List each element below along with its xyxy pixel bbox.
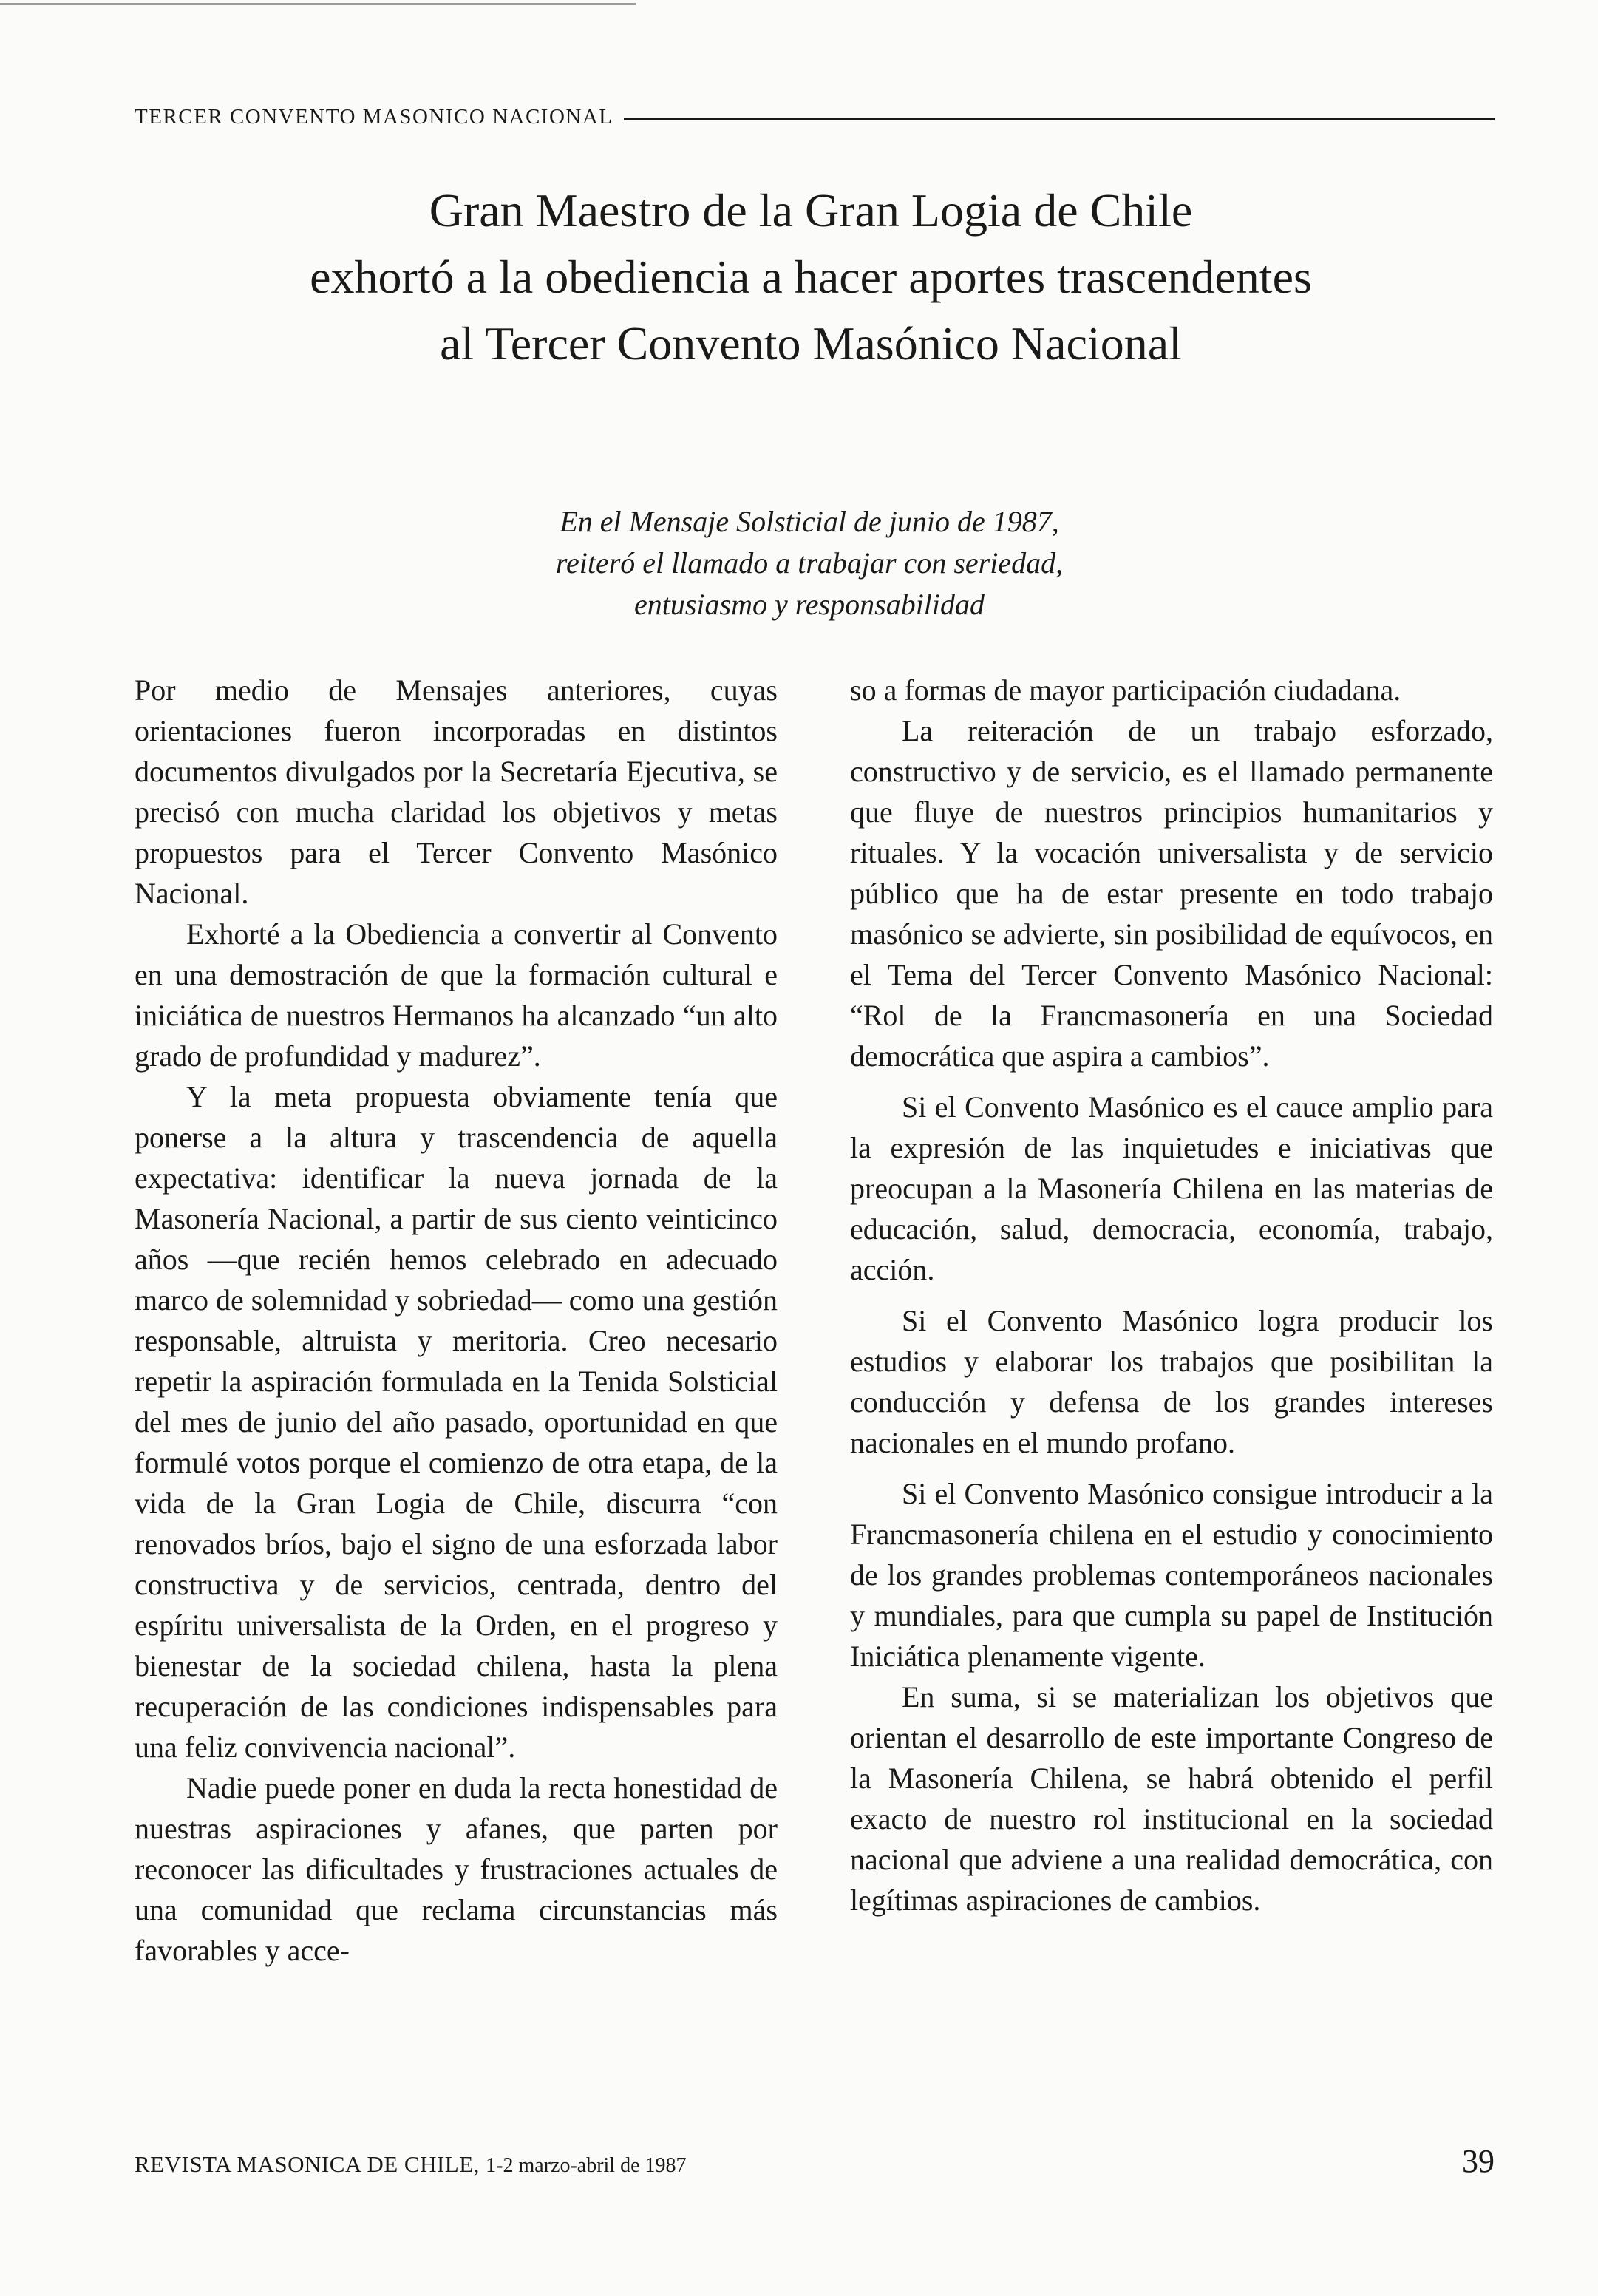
issue-date: 1-2 marzo-abril de 1987 <box>486 2154 687 2177</box>
deck-line: entusiasmo y responsabilidad <box>633 588 985 621</box>
headline-line: Gran Maestro de la Gran Logia de Chile <box>429 184 1193 237</box>
footer-citation <box>135 2151 687 2178</box>
running-header-text: TERCER CONVENTO MASONICO NACIONAL <box>135 105 613 129</box>
article-headline <box>135 177 1487 377</box>
running-header-rule <box>624 118 1495 120</box>
body-paragraph: Y la meta propuesta obviamente tenía que ponerse a la altura y trascendencia de aquella expectativa: identificar la nueva jornada de la Masonería Nacional, a partir de sus ciento veinticinco años —que recién hemos celebrado en adecuado marco de solemnidad y sobriedad— como una gestión responsable, altruista y meritoria. Creo necesario repetir la aspiración formulada en la Tenida Solsticial del mes de junio del año pasado, oportunidad en que formulé votos porque el comienzo de otra etapa, de la vida de la Gran Logia de Chile, discurra “con renovados bríos, bajo el signo de una esforzada labor constructiva y de servicios, centrada, dentro del espíritu universalista de la Orden, en el progreso y bienestar de la sociedad chilena, hasta la plena recuperación de las condiciones indispensables para una feliz convivencia nacional”. <box>135 1080 778 1764</box>
body-column-left <box>135 670 778 1971</box>
body-paragraph: Por medio de Mensajes anteriores, cuyas orientaciones fueron incorporadas en distintos documentos divulgados por la Secretaría Ejecutiva, se precisó con mucha claridad los objetivos y metas propuestos para el Tercer Convento Masónico Nacional. <box>135 673 778 910</box>
page-footer <box>135 2142 1495 2180</box>
body-paragraph: Exhorté a la Obediencia a convertir al Convento en una demostración de que la formación cultural e iniciática de nuestros Hermanos ha alcanzado “un alto grado de profundidad y madurez”. <box>135 917 778 1073</box>
body-paragraph: Si el Convento Masónico consigue introducir a la Francmasonería chilena en el estudio y conocimiento de los grandes problemas contemporáneos nacionales y mundiales, para que cumpla su papel de Institución Iniciática plenamente vigente. <box>850 1477 1493 1673</box>
article-deck <box>414 501 1205 625</box>
headline-line: exhortó a la obediencia a hacer aportes trascendentes <box>310 251 1312 303</box>
running-header <box>135 105 1495 129</box>
body-paragraph: Si el Convento Masónico logra producir los estudios y elaborar los trabajos que posibilitan la conducción y defensa de los grandes intereses nacionales en el mundo profano. <box>850 1304 1493 1459</box>
publication-name: REVISTA MASONICA DE CHILE, <box>135 2151 480 2177</box>
body-column-right <box>850 670 1493 1920</box>
body-paragraph: Si el Convento Masónico es el cauce amplio para la expresión de las inquietudes e iniciativas que preocupan a la Masonería Chilena en las materias de educación, salud, democracia, economía, trabajo, acción. <box>850 1090 1493 1286</box>
page-number: 39 <box>1462 2143 1495 2179</box>
headline-line: al Tercer Convento Masónico Nacional <box>440 317 1182 370</box>
deck-line: En el Mensaje Solsticial de junio de 1987, <box>560 505 1059 538</box>
body-paragraph: Nadie puede poner en duda la recta honestidad de nuestras aspiraciones y afanes, que parten por reconocer las dificultades y frustraciones actuales de una comunidad que reclama circunstancias más favorables y acce- <box>135 1771 778 1967</box>
scan-artifact-line <box>0 3 636 5</box>
deck-line: reiteró el llamado a trabajar con seriedad, <box>555 546 1064 580</box>
body-paragraph: so a formas de mayor participación ciudadana. <box>850 673 1401 707</box>
body-paragraph: La reiteración de un trabajo esforzado, constructivo y de servicio, es el llamado permanente que fluye de nuestros principios humanitarios y rituales. Y la vocación universalista y de servicio público que ha de estar presente en todo trabajo masónico se advierte, sin posibilidad de equívocos, en el Tema del Tercer Convento Masónico Nacional: “Rol de la Francmasonería en una Sociedad democrática que aspira a cambios”. <box>850 714 1493 1073</box>
body-paragraph: En suma, si se materializan los objetivos que orientan el desarrollo de este importante Congreso de la Masonería Chilena, se habrá obtenido el perfil exacto de nuestro rol institucional en la sociedad nacional que adviene a una realidad democrática, con legítimas aspiraciones de cambios. <box>850 1680 1493 1917</box>
